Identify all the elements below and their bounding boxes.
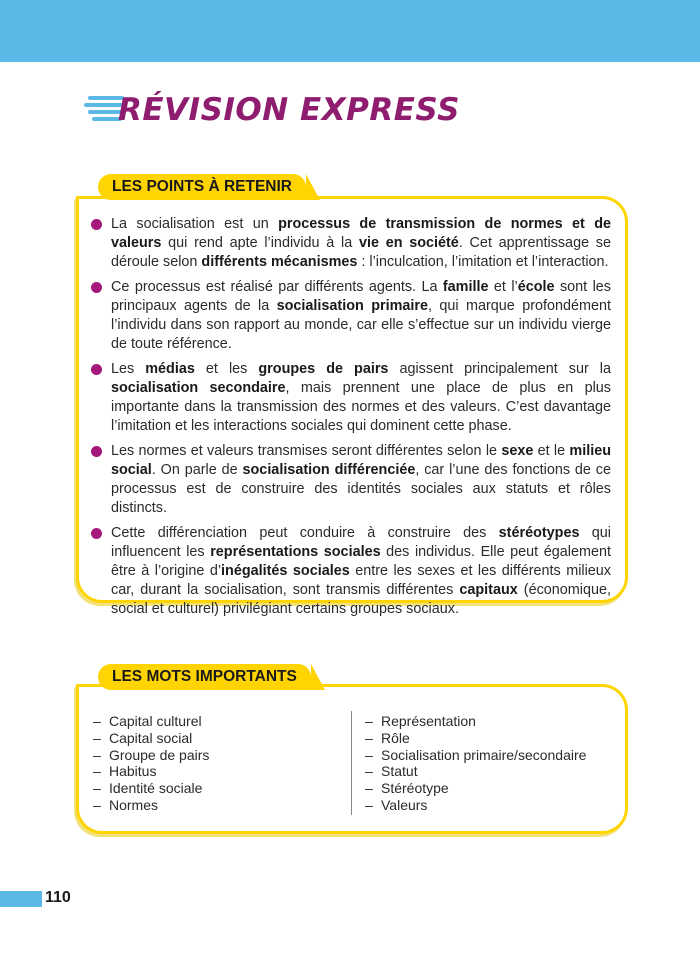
vocabulary-item xyxy=(93,780,209,797)
bullet-dot-icon xyxy=(91,364,102,375)
vocabulary-item xyxy=(365,730,586,747)
vocabulary-term: Habitus xyxy=(109,763,157,780)
dash-marker: – xyxy=(365,763,373,780)
points-section-tab: LES POINTS À RETENIR xyxy=(98,174,306,200)
key-term: représentations sociales xyxy=(210,544,381,560)
dash-marker: – xyxy=(93,729,101,746)
point-text: . Cet apprentissage se déroule selon xyxy=(111,235,612,270)
key-term: socialisation différenciée xyxy=(242,462,416,478)
point-text: Ce processus est réalisé par différents agents. La xyxy=(111,279,443,295)
vocabulary-item xyxy=(365,713,586,730)
dash-marker: – xyxy=(365,746,373,763)
bullet-dot-icon xyxy=(91,528,102,539)
page-number: 110 xyxy=(45,889,71,906)
points-box xyxy=(76,196,628,617)
point-text: Les normes et valeurs transmises seront différentes selon le xyxy=(111,443,502,459)
point-text: des individus. Elle peut également être à l’origine d’ xyxy=(111,544,611,579)
key-term: milieu social xyxy=(111,443,611,478)
points-list xyxy=(91,215,611,619)
key-term: inégalités sociales xyxy=(221,563,350,579)
key-term: vie en société xyxy=(358,235,459,251)
point-text: qui influencent les xyxy=(111,525,612,560)
vocabulary-term: Valeurs xyxy=(381,796,428,813)
vocabulary-item xyxy=(93,713,209,730)
point-text: , car l’une des fonctions de ce processus est de construire des identités sociales aux statuts et rôles distincts. xyxy=(111,462,611,516)
key-term: capitaux xyxy=(459,582,518,598)
words-box xyxy=(76,684,628,834)
dash-marker: – xyxy=(365,713,373,729)
key-term: socialisation primaire xyxy=(276,298,428,314)
bullet-dot-icon xyxy=(91,446,102,457)
key-point xyxy=(91,278,611,354)
point-text: entre les sexes et les différents milieux car, durant la socialisation, sont transmis différentes xyxy=(111,563,611,598)
vocabulary-item xyxy=(93,730,209,747)
vocabulary-term: Représentation xyxy=(381,713,476,729)
vocabulary-term: Groupe de pairs xyxy=(109,746,210,763)
words-right-column xyxy=(365,713,586,814)
vocabulary-term: Socialisation primaire/secondaire xyxy=(381,746,587,763)
point-text: (économique, social et culturel) privilégiant certains groupes sociaux. xyxy=(111,582,611,617)
point-text: La socialisation est un xyxy=(111,216,279,232)
point-text: agissent principalement sur la xyxy=(388,361,611,377)
top-color-band xyxy=(0,0,700,62)
vocabulary-term: Capital social xyxy=(109,729,193,746)
vocabulary-term: Stéréotype xyxy=(381,780,449,797)
vocabulary-item xyxy=(93,797,209,814)
dash-marker: – xyxy=(93,796,101,813)
key-term: médias xyxy=(145,361,195,377)
key-term: sexe xyxy=(501,443,534,459)
dash-marker: – xyxy=(93,746,101,763)
column-divider xyxy=(351,711,352,815)
words-left-column xyxy=(93,713,209,814)
vocabulary-item xyxy=(93,763,209,780)
point-text: sont les principaux agents de la xyxy=(111,279,611,314)
key-term: socialisation secondaire xyxy=(111,380,286,396)
dash-marker: – xyxy=(365,780,373,797)
dash-marker: – xyxy=(93,763,101,780)
words-section-tab: LES MOTS IMPORTANTS xyxy=(98,664,311,690)
dash-marker: – xyxy=(365,796,373,813)
point-text: , qui marque profondément l’individu dans son rapport au monde, car elle s’effectue sur un individu vierge de toute référence. xyxy=(111,298,612,352)
vocabulary-item xyxy=(365,780,586,797)
point-text: . On parle de xyxy=(151,462,243,478)
point-text: et les xyxy=(194,361,259,377)
key-point xyxy=(91,442,611,518)
point-text: , mais prennent une place de plus en plus importante dans la transmission des normes et des valeurs. C’est davantage l’imitation et les interactions sociales qui dominent cette phase. xyxy=(111,380,611,434)
key-term: famille xyxy=(442,279,489,295)
dash-marker: – xyxy=(93,780,101,797)
bullet-dot-icon xyxy=(91,219,102,230)
vocabulary-term: Capital culturel xyxy=(109,713,202,729)
key-term: groupes de pairs xyxy=(258,361,389,377)
bullet-dot-icon xyxy=(91,282,102,293)
key-point xyxy=(91,215,611,272)
vocabulary-item xyxy=(93,747,209,764)
key-point xyxy=(91,524,611,619)
key-term: école xyxy=(517,279,555,295)
page-title: RÉVISION EXPRESS xyxy=(118,92,460,128)
page-number-bar xyxy=(0,891,42,907)
vocabulary-item xyxy=(365,763,586,780)
vocabulary-term: Rôle xyxy=(381,729,410,746)
vocabulary-item xyxy=(365,797,586,814)
vocabulary-term: Identité sociale xyxy=(109,780,203,797)
point-text: : l’inculcation, l’imitation et l’interaction. xyxy=(357,254,609,270)
dash-marker: – xyxy=(93,713,101,729)
point-text: et le xyxy=(533,443,570,459)
dash-marker: – xyxy=(365,729,373,746)
key-term: stéréotypes xyxy=(498,525,580,541)
vocabulary-term: Statut xyxy=(381,763,418,780)
point-text: qui rend apte l’individu à la xyxy=(161,235,359,251)
vocabulary-term: Normes xyxy=(109,796,159,813)
key-term: processus de transmission de normes et de valeurs xyxy=(111,216,611,251)
point-text: Les xyxy=(111,361,146,377)
key-term: différents mécanismes xyxy=(201,254,358,270)
point-text: et l’ xyxy=(488,279,518,295)
key-point xyxy=(91,360,611,436)
vocabulary-item xyxy=(365,747,586,764)
point-text: Cette différenciation peut conduire à construire des xyxy=(111,525,499,541)
